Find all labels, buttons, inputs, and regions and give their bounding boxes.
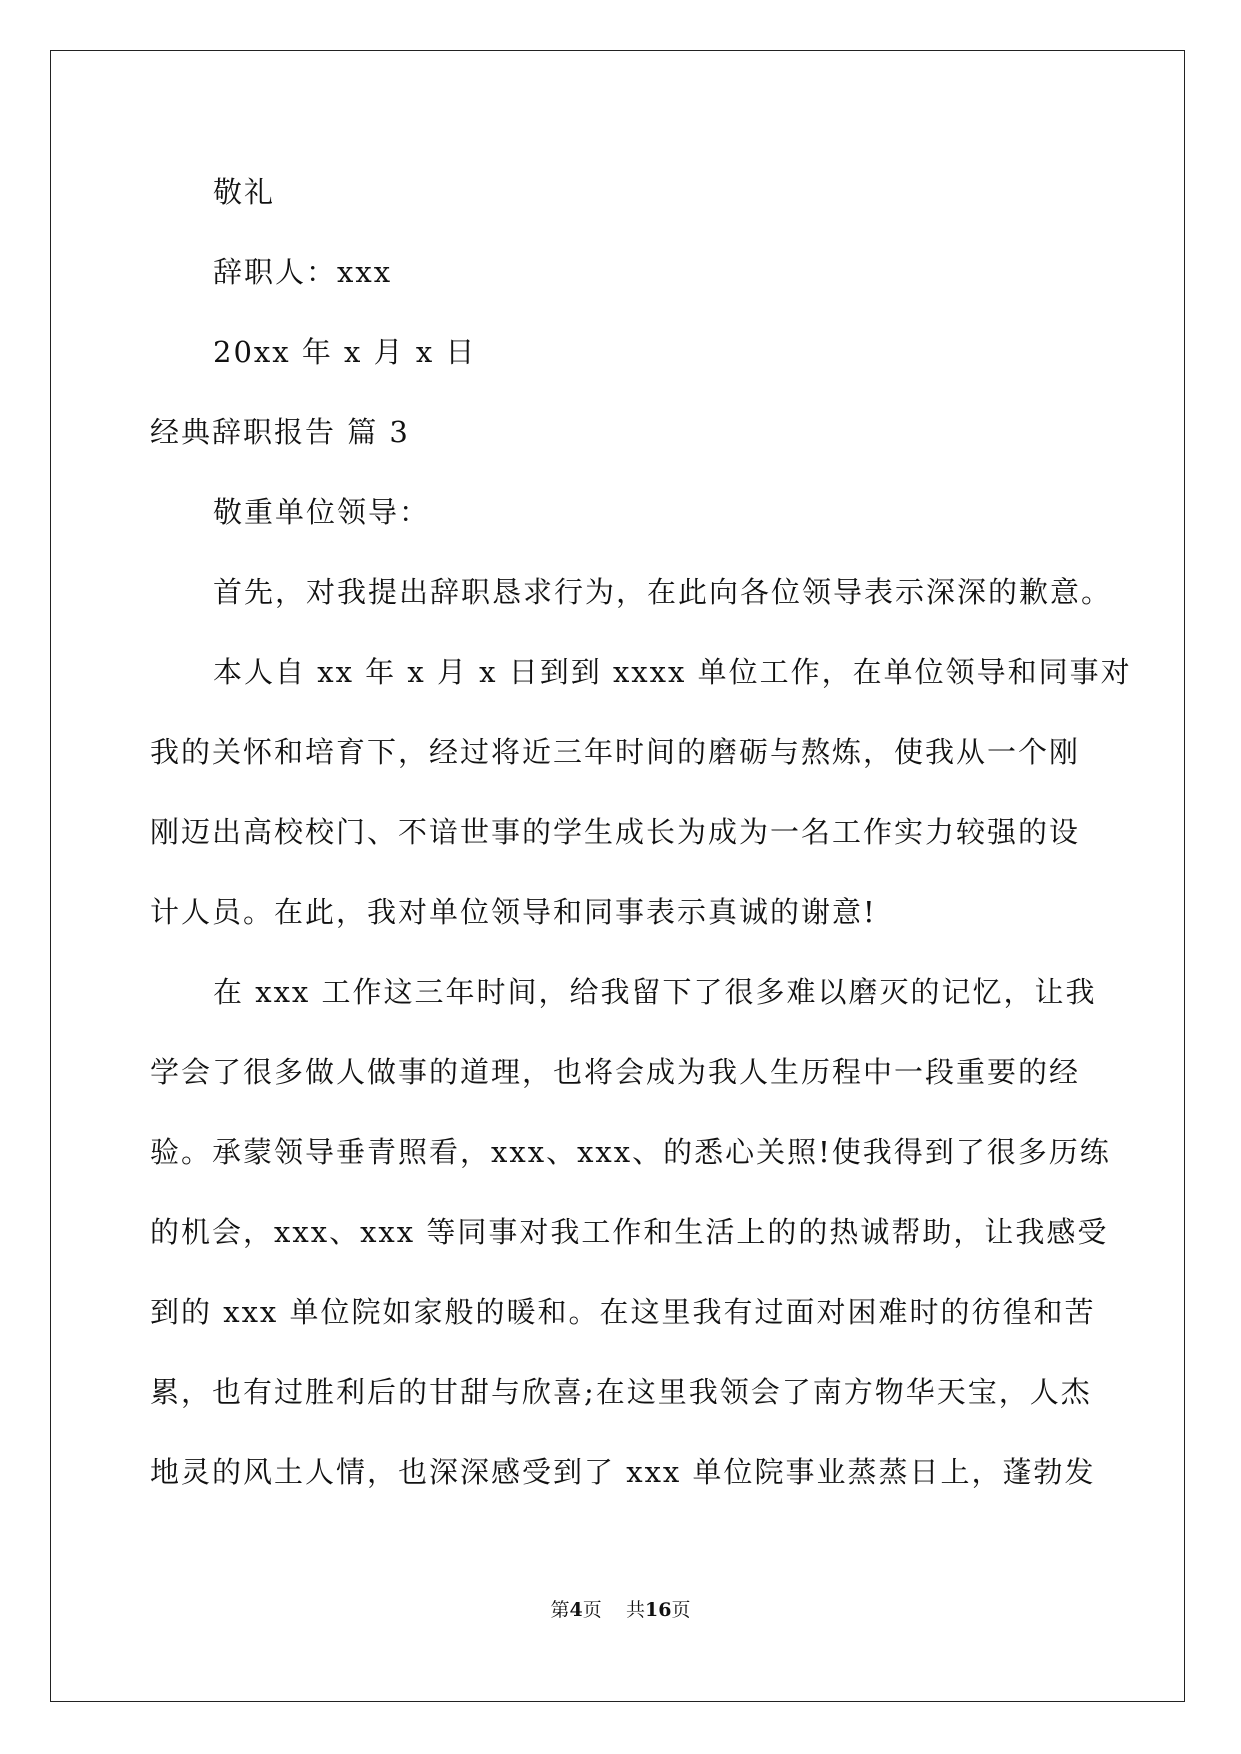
paragraph-line: 的机会，xxx、xxx 等同事对我工作和生活上的的热诚帮助，让我感受 [150, 1215, 1109, 1249]
paragraph-line: 刚迈出高校校门、不谙世事的学生成长为成为一名工作实力较强的设 [150, 815, 1081, 849]
total-prefix: 共 [625, 1599, 645, 1621]
paragraph-line: 在 xxx 工作这三年时间，给我留下了很多难以磨灭的记忆，让我 [213, 975, 1097, 1009]
paragraph-line: 本人自 xx 年 x 月 x 日到到 xxxx 单位工作，在单位领导和同事对 [213, 655, 1132, 689]
paragraph-line: 首先，对我提出辞职恳求行为，在此向各位领导表示深深的歉意。 [213, 575, 1113, 609]
resignee-line: 辞职人：xxx [213, 255, 393, 289]
greeting-line: 敬重单位领导： [213, 495, 431, 529]
total-suffix: 页 [671, 1599, 691, 1621]
paragraph-line: 到的 xxx 单位院如家般的暖和。在这里我有过面对困难时的彷徨和苦 [150, 1295, 1096, 1329]
page-prefix: 第 [550, 1599, 570, 1621]
current-page-number: 4 [569, 1599, 583, 1621]
paragraph-line: 计人员。在此，我对单位领导和同事表示真诚的谢意! [150, 895, 877, 929]
paragraph-line: 验。承蒙领导垂青照看，xxx、xxx、的悉心关照!使我得到了很多历练 [150, 1135, 1111, 1169]
section-heading: 经典辞职报告 篇 3 [150, 415, 410, 449]
paragraph-line: 累，也有过胜利后的甘甜与欣喜;在这里我领会了南方物华天宝，人杰 [150, 1375, 1092, 1409]
page-suffix: 页 [582, 1599, 602, 1621]
date-line: 20xx 年 x 月 x 日 [213, 335, 477, 369]
paragraph-line: 学会了很多做人做事的道理，也将会成为我人生历程中一段重要的经 [150, 1055, 1081, 1089]
closing-salutation: 敬礼 [213, 175, 276, 209]
paragraph-line: 地灵的风土人情，也深深感受到了 xxx 单位院事业蒸蒸日上，蓬勃发 [150, 1455, 1096, 1489]
total-page-count: 16 [644, 1599, 672, 1621]
paragraph-line: 我的关怀和培育下，经过将近三年时间的磨砺与熬炼，使我从一个刚 [150, 735, 1081, 769]
page-footer [0, 1598, 1241, 1622]
